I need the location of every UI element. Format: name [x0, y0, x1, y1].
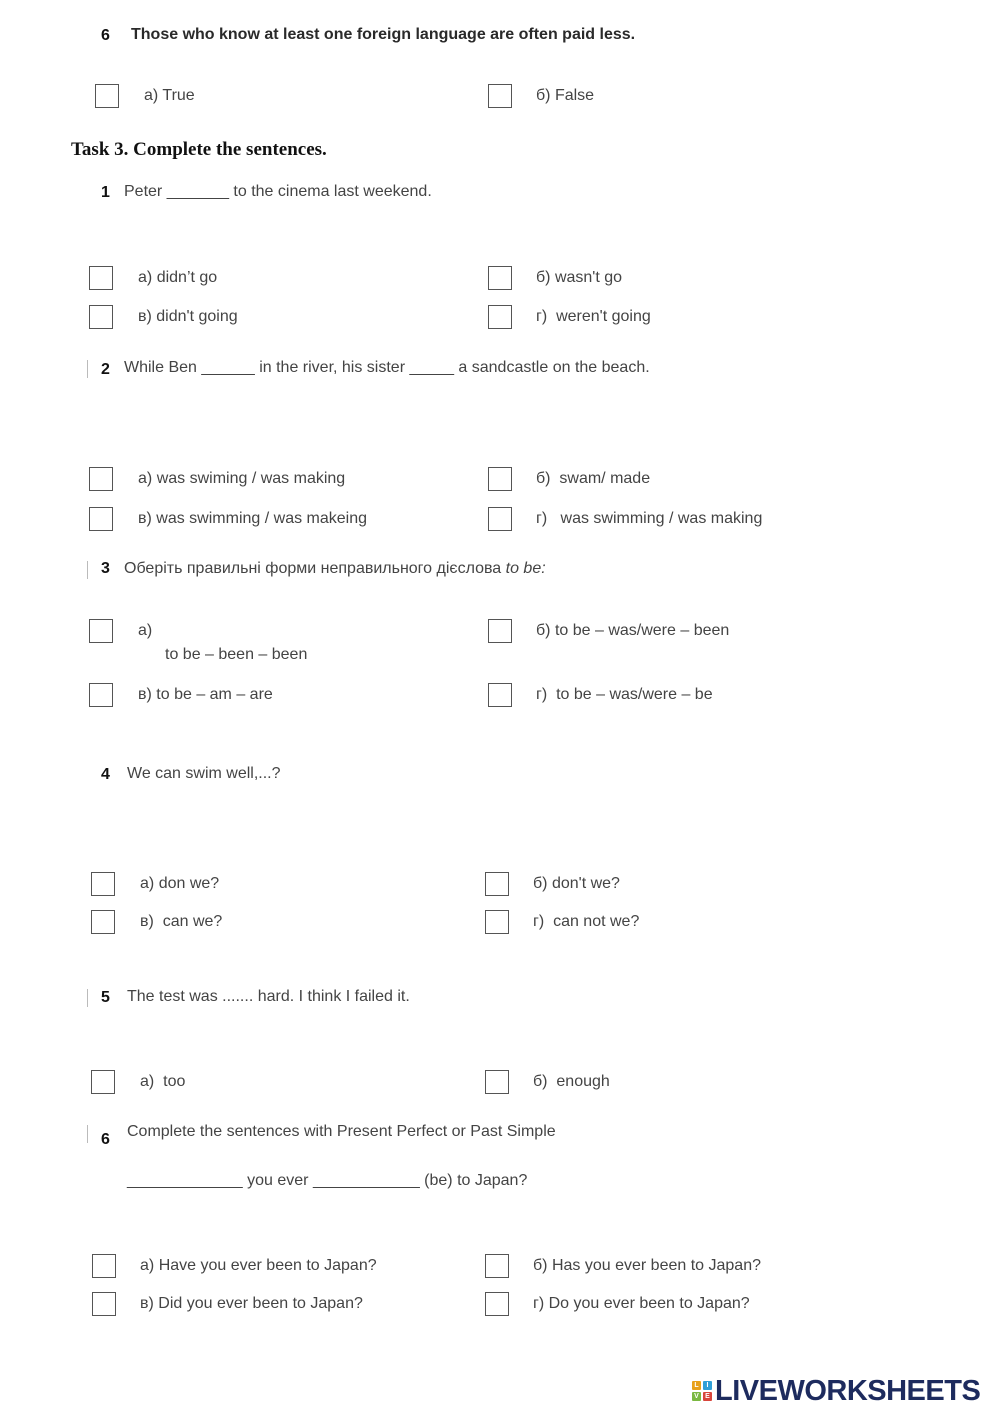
option-label: б) to be – was/were – been [536, 622, 730, 639]
option-label: б) don't we? [533, 875, 620, 892]
answer-checkbox[interactable] [485, 1254, 509, 1278]
option-label: a) was swiming / was making [138, 470, 346, 487]
option-label: б) Has you ever been to Japan? [533, 1257, 761, 1274]
answer-checkbox[interactable] [89, 683, 113, 707]
option-label: г) Do you ever been to Japan? [533, 1295, 750, 1312]
option-label: a) Have you ever been to Japan? [140, 1257, 377, 1274]
option-label: г) was swimming / was making [536, 510, 763, 527]
answer-checkbox[interactable] [485, 910, 509, 934]
answer-checkbox[interactable] [488, 305, 512, 329]
option-label: б) wasn't go [536, 269, 623, 286]
answer-checkbox[interactable] [91, 872, 115, 896]
option-letter: a) [138, 622, 153, 639]
option-label: г) can not we? [533, 913, 640, 930]
answer-checkbox[interactable] [89, 305, 113, 329]
question-number: 4 [101, 766, 110, 783]
logo-text: LIVEWORKSHEETS [715, 1374, 981, 1407]
logo-mark-icon: L I V E [692, 1381, 712, 1401]
question-number: 3 [101, 560, 110, 577]
option-label: a) didn’t go [138, 269, 218, 286]
option-label: в) didn't going [138, 308, 238, 325]
task-heading: Task 3. Complete the sentences. [71, 139, 327, 160]
option-label: a) don we? [140, 875, 220, 892]
question-number: 2 [101, 361, 110, 378]
option-label: a) too [140, 1073, 186, 1090]
option-label: в) was swimming / was makeing [138, 510, 368, 527]
margin-line [87, 1125, 88, 1143]
question-text: Peter _______ to the cinema last weekend. [124, 183, 432, 200]
option-label: б) enough [533, 1073, 610, 1090]
question-text: The test was ....... hard. I think I failed it. [127, 988, 410, 1005]
answer-checkbox[interactable] [488, 507, 512, 531]
answer-checkbox[interactable] [95, 84, 119, 108]
answer-checkbox[interactable] [89, 266, 113, 290]
answer-checkbox[interactable] [89, 619, 113, 643]
option-label: в) to be – am – are [138, 686, 273, 703]
option-label: г) to be – was/were – be [536, 686, 713, 703]
option-label: б) False [536, 87, 595, 104]
question-text: While Ben ______ in the river, his sister _____ a sandcastle on the beach. [124, 359, 650, 376]
answer-checkbox[interactable] [92, 1254, 116, 1278]
liveworksheets-logo [692, 1376, 980, 1406]
answer-checkbox[interactable] [91, 1070, 115, 1094]
answer-checkbox[interactable] [488, 683, 512, 707]
answer-checkbox[interactable] [92, 1292, 116, 1316]
question-subtext: _____________ you ever ____________ (be) to Japan? [127, 1172, 528, 1189]
answer-checkbox[interactable] [89, 507, 113, 531]
answer-checkbox[interactable] [89, 467, 113, 491]
question-text: We can swim well,...? [127, 765, 281, 782]
option-label: to be – been – been [165, 646, 308, 663]
answer-checkbox[interactable] [488, 619, 512, 643]
answer-checkbox[interactable] [485, 1292, 509, 1316]
margin-line [87, 989, 88, 1007]
margin-line [87, 561, 88, 579]
answer-checkbox[interactable] [485, 872, 509, 896]
question-text: Those who know at least one foreign language are often paid less. [131, 26, 636, 43]
option-label: в) Did you ever been to Japan? [140, 1295, 363, 1312]
answer-checkbox[interactable] [488, 266, 512, 290]
answer-checkbox[interactable] [488, 84, 512, 108]
option-label: г) weren't going [536, 308, 651, 325]
answer-checkbox[interactable] [485, 1070, 509, 1094]
margin-line [87, 360, 88, 378]
question-number: 1 [101, 184, 110, 201]
answer-checkbox[interactable] [488, 467, 512, 491]
question-number: 5 [101, 989, 110, 1006]
question-text: Complete the sentences with Present Perfect or Past Simple [127, 1123, 556, 1140]
option-label: б) swam/ made [536, 470, 651, 487]
option-label: a) True [144, 87, 195, 104]
answer-checkbox[interactable] [91, 910, 115, 934]
question-number: 6 [101, 1131, 110, 1148]
question-text: Оберіть правильні форми неправильного дієслова to be: [124, 560, 546, 577]
question-number: 6 [101, 27, 110, 44]
option-label: в) can we? [140, 913, 223, 930]
